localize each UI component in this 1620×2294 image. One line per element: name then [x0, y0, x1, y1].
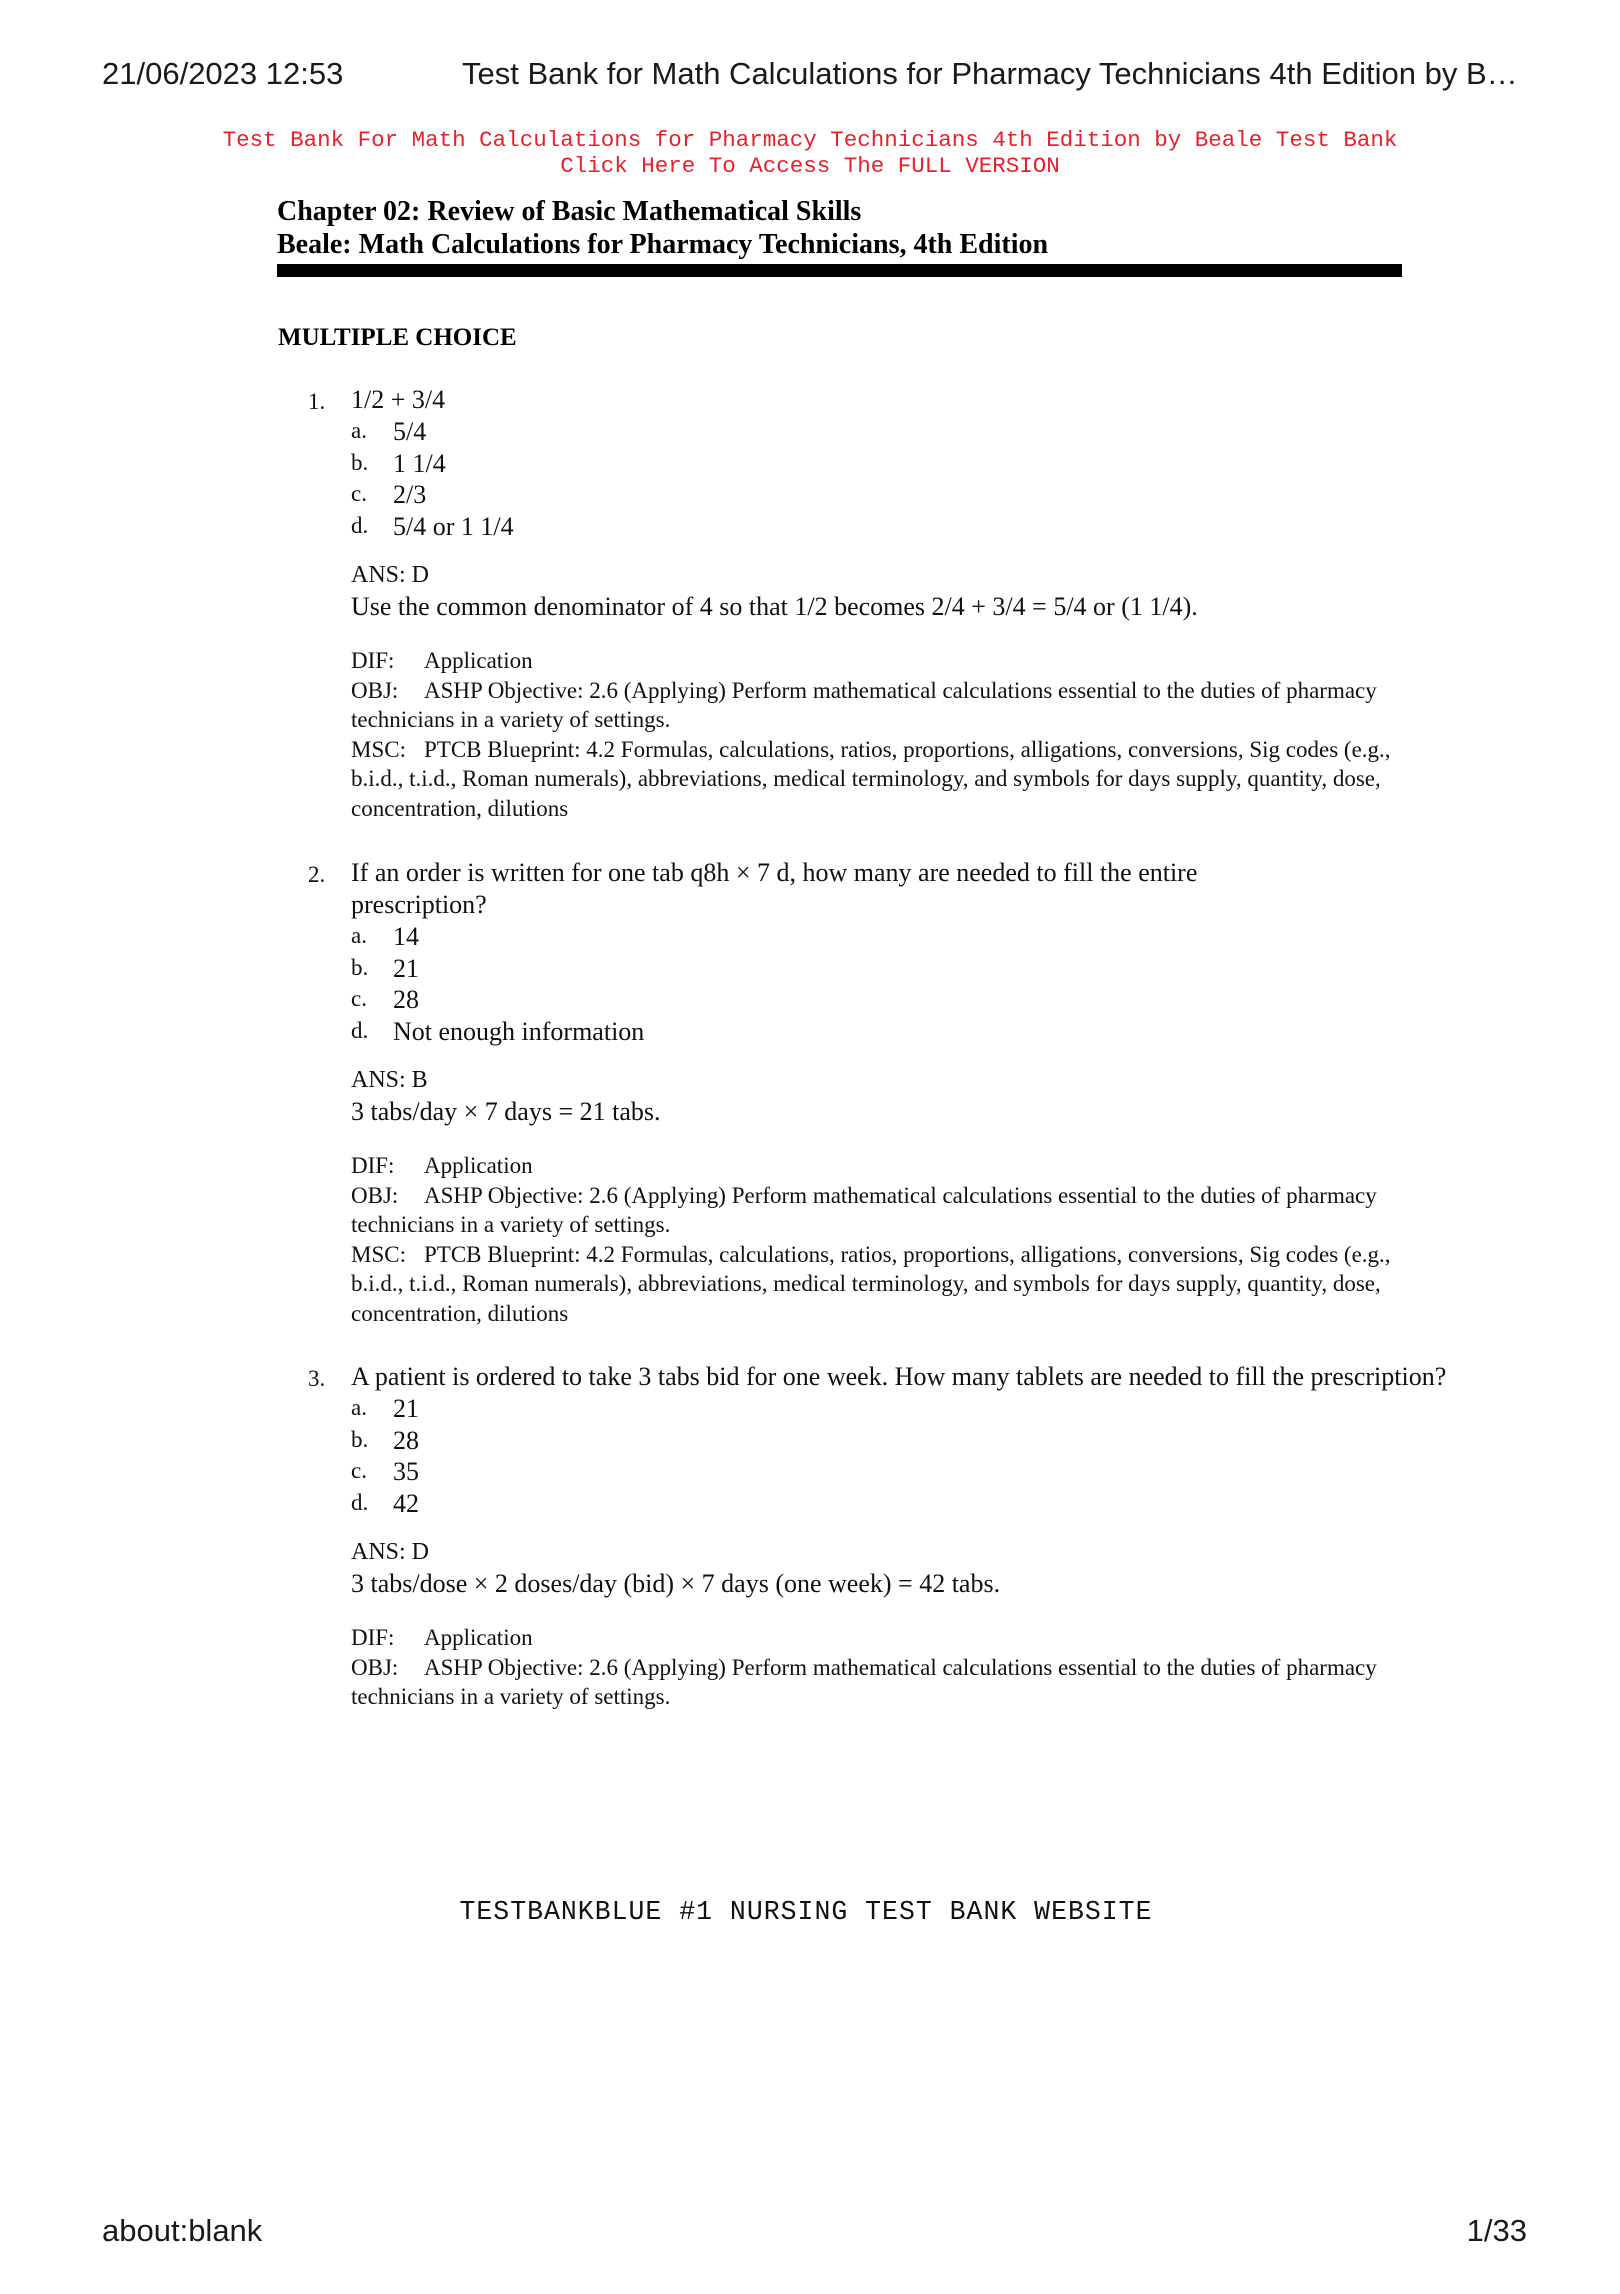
obj-label: OBJ:: [351, 677, 399, 703]
obj-label: OBJ:: [351, 1182, 399, 1208]
chapter-heading: [277, 195, 1402, 261]
option-text: Not enough information: [393, 1016, 645, 1046]
obj-value: ASHP Objective: 2.6 (Applying) Perform mathematical calculations essential to the duties of pharmacy technicians in a variety of settings.: [351, 677, 1377, 732]
obj-value: ASHP Objective: 2.6 (Applying) Perform mathematical calculations essential to the duties of pharmacy technicians in a variety of settings.: [351, 1654, 1377, 1709]
difficulty: [351, 1623, 1391, 1653]
print-document-title: Test Bank for Math Calculations for Pharmacy Technicians 4th Edition by B…: [462, 56, 1518, 91]
question-3: [278, 1361, 1447, 1712]
option-text: 21: [393, 1394, 419, 1423]
print-url: about:blank: [102, 2213, 263, 2248]
question-number: 3.: [308, 1366, 326, 1391]
rationale: Use the common denominator of 4 so that 1/2 becomes 2/4 + 3/4 = 5/4 or (1 1/4).: [351, 592, 1198, 621]
question-text: A patient is ordered to take 3 tabs bid for one week. How many tablets are needed to fill the prescription?: [351, 1362, 1447, 1391]
option-c: [351, 984, 1388, 1016]
option-d: [351, 1488, 1388, 1520]
objective: [351, 676, 1391, 735]
option-letter: a.: [351, 418, 367, 443]
question-stem: [278, 857, 1331, 921]
answer-options: [351, 921, 1388, 1047]
msc-value: PTCB Blueprint: 4.2 Formulas, calculations, ratios, proportions, alligations, conversions, Sig codes (e.g., b.i.d., t.i.d., Roman numerals), abbreviations, medical terminology, and symbols for days supply, quantity, dose, concentration, dilutions: [351, 736, 1391, 821]
dif-label: DIF:: [351, 1625, 395, 1650]
objective: [351, 1653, 1391, 1712]
obj-label: OBJ:: [351, 1654, 399, 1680]
option-letter: b.: [351, 449, 369, 475]
section-title: MULTIPLE CHOICE: [278, 324, 517, 351]
answer-options: [351, 416, 1388, 542]
option-a: [351, 921, 1388, 953]
option-text: 28: [393, 1425, 419, 1455]
question-1: [278, 384, 1391, 823]
msc: [351, 1240, 1391, 1329]
question-stem: [278, 1361, 1461, 1393]
option-letter: a.: [351, 1395, 367, 1420]
page-counter: 1/33: [1466, 2213, 1527, 2248]
promo-line-access: Click Here To Access The FULL VERSION: [560, 153, 1060, 179]
question-metadata: [351, 1623, 1391, 1712]
option-text: 28: [393, 985, 419, 1014]
dif-label: DIF:: [351, 1153, 395, 1178]
option-text: 1 1/4: [393, 448, 446, 478]
difficulty: [351, 1151, 1391, 1181]
chapter-title: Chapter 02: Review of Basic Mathematical Skills: [277, 196, 862, 227]
book-title: Beale: Math Calculations for Pharmacy Technicians, 4th Edition: [277, 229, 1049, 260]
msc-label: MSC:: [351, 736, 406, 762]
option-letter: a.: [351, 923, 367, 948]
answer-block: [351, 1065, 1388, 1129]
option-b: [351, 1425, 1388, 1457]
question-text: If an order is written for one tab q8h × 7 d, how many are needed to fill the entire prescription?: [351, 858, 1198, 919]
option-letter: b.: [351, 1426, 369, 1452]
question-metadata: [351, 1151, 1391, 1328]
full-version-link[interactable]: [0, 127, 1620, 179]
option-letter: b.: [351, 954, 369, 980]
answer-key: ANS: D: [351, 1539, 430, 1565]
option-d: [351, 1016, 1388, 1048]
question-stem: [278, 384, 1388, 416]
option-letter: d.: [351, 1489, 369, 1515]
objective: [351, 1181, 1391, 1240]
rationale: 3 tabs/dose × 2 doses/day (bid) × 7 days (one week) = 42 tabs.: [351, 1569, 1001, 1598]
option-letter: c.: [351, 1458, 367, 1483]
option-text: 5/4: [393, 417, 427, 446]
question-number: 2.: [308, 862, 326, 887]
dif-value: Application: [424, 1153, 533, 1178]
option-letter: d.: [351, 512, 369, 538]
msc: [351, 735, 1391, 824]
option-text: 2/3: [393, 480, 427, 509]
option-text: 21: [393, 953, 419, 983]
promo-line-title: Test Bank For Math Calculations for Pharmacy Technicians 4th Edition by Beale Test Bank: [222, 127, 1398, 153]
option-letter: d.: [351, 1017, 369, 1043]
msc-label: MSC:: [351, 1241, 406, 1267]
option-d: [351, 511, 1388, 543]
option-c: [351, 479, 1388, 511]
website-brand-footer: TESTBANKBLUE #1 NURSING TEST BANK WEBSITE: [459, 1897, 1153, 1927]
answer-key: ANS: B: [351, 1067, 428, 1093]
rationale: 3 tabs/day × 7 days = 21 tabs.: [351, 1097, 661, 1126]
dif-value: Application: [424, 1625, 533, 1650]
answer-block: [351, 560, 1388, 624]
option-b: [351, 953, 1388, 985]
obj-value: ASHP Objective: 2.6 (Applying) Perform mathematical calculations essential to the duties of pharmacy technicians in a variety of settings.: [351, 1182, 1377, 1237]
option-text: 14: [393, 922, 419, 951]
answer-block: [351, 1537, 1388, 1601]
question-number: 1.: [308, 389, 326, 414]
msc-value: PTCB Blueprint: 4.2 Formulas, calculations, ratios, proportions, alligations, conversions, Sig codes (e.g., b.i.d., t.i.d., Roman numerals), abbreviations, medical terminology, and symbols for days supply, quantity, dose, concentration, dilutions: [351, 1241, 1391, 1326]
question-metadata: [351, 646, 1391, 823]
option-text: 42: [393, 1488, 419, 1518]
option-a: [351, 1393, 1388, 1425]
dif-label: DIF:: [351, 648, 395, 673]
question-2: [278, 857, 1391, 1328]
print-datetime: 21/06/2023 12:53: [102, 56, 344, 91]
difficulty: [351, 646, 1391, 676]
option-b: [351, 448, 1388, 480]
answer-options: [351, 1393, 1388, 1519]
dif-value: Application: [424, 648, 533, 673]
option-c: [351, 1456, 1388, 1488]
option-text: 5/4 or 1 1/4: [393, 511, 514, 541]
option-a: [351, 416, 1388, 448]
option-letter: c.: [351, 986, 367, 1011]
heading-divider: [277, 264, 1402, 277]
answer-key: ANS: D: [351, 562, 430, 588]
option-letter: c.: [351, 481, 367, 506]
question-text: 1/2 + 3/4: [351, 385, 446, 414]
option-text: 35: [393, 1457, 419, 1486]
